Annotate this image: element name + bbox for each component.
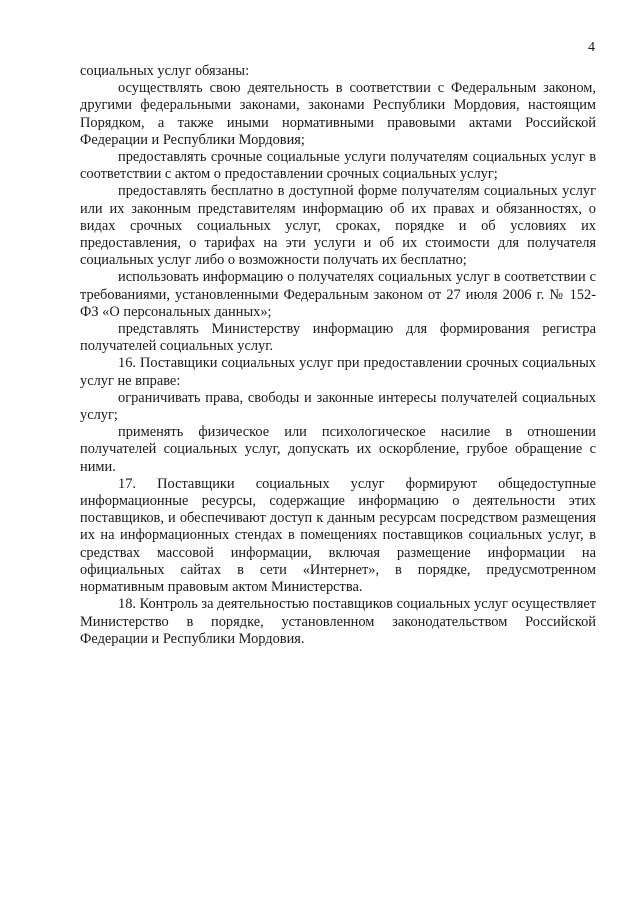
- paragraph-duty-provide-info: предоставлять бесплатно в доступной форме получателям социальных услуг или их законным представителям информацию об их правах и обязанностях, о видах срочных социальных услуг, сроках, порядке и об условиях их предоставления, о тарифах на эти услуги и об их стоимости для получателя социальных услуг либо о возможности получать их бесплатно;: [80, 183, 596, 269]
- paragraph-continuation: социальных услуг обязаны:: [80, 63, 250, 79]
- page-number: 4: [588, 40, 595, 55]
- paragraph-clause-16: 16. Поставщики социальных услуг при предоставлении срочных социальных услуг не вправе:: [80, 355, 596, 389]
- paragraph-duty-registry: представлять Министерству информацию для формирования регистра получателей социальных услуг.: [80, 321, 596, 355]
- paragraph-duty-personal-data: использовать информацию о получателях социальных услуг в соответствии с требованиями, установленными Федеральным законом от 27 июля 2006 г. № 152-ФЗ «О персональных данных»;: [80, 269, 596, 320]
- paragraph-prohibition-violence: применять физическое или психологическое насилие в отношении получателей социальных услуг, допускать их оскорбление, грубое обращение с ними.: [80, 424, 596, 475]
- paragraph-prohibition-rights: ограничивать права, свободы и законные интересы получателей социальных услуг;: [80, 389, 596, 424]
- paragraph-clause-18: 18. Контроль за деятельностью поставщиков социальных услуг осуществляет Министерство в порядке, установленном законодательством Российской Федерации и Республики Мордовия.: [80, 596, 596, 647]
- paragraph-duty-comply-law: осуществлять свою деятельность в соответствии с Федеральным законом, другими федеральными законами, законами Республики Мордовия, настоящим Порядком, а также иными нормативными правовыми актами Российской Федерации и Республики Мордовия;: [80, 80, 596, 148]
- paragraph-clause-17: 17. Поставщики социальных услуг формируют общедоступные информационные ресурсы, содержащие информацию о деятельности этих поставщиков, и обеспечивают доступ к данным ресурсам посредством размещения их на информационных стендах в помещениях поставщиков социальных услуг, в средствах массовой информации, включая размещение информации на официальных сайтах в сети «Интернет», в порядке, предусмотренном нормативным правовым актом Министерства.: [80, 475, 596, 596]
- paragraph-duty-provide-services: предоставлять срочные социальные услуги получателям социальных услуг в соответствии с актом о предоставлении срочных социальных услуг;: [80, 149, 596, 183]
- document-body: [80, 63, 596, 648]
